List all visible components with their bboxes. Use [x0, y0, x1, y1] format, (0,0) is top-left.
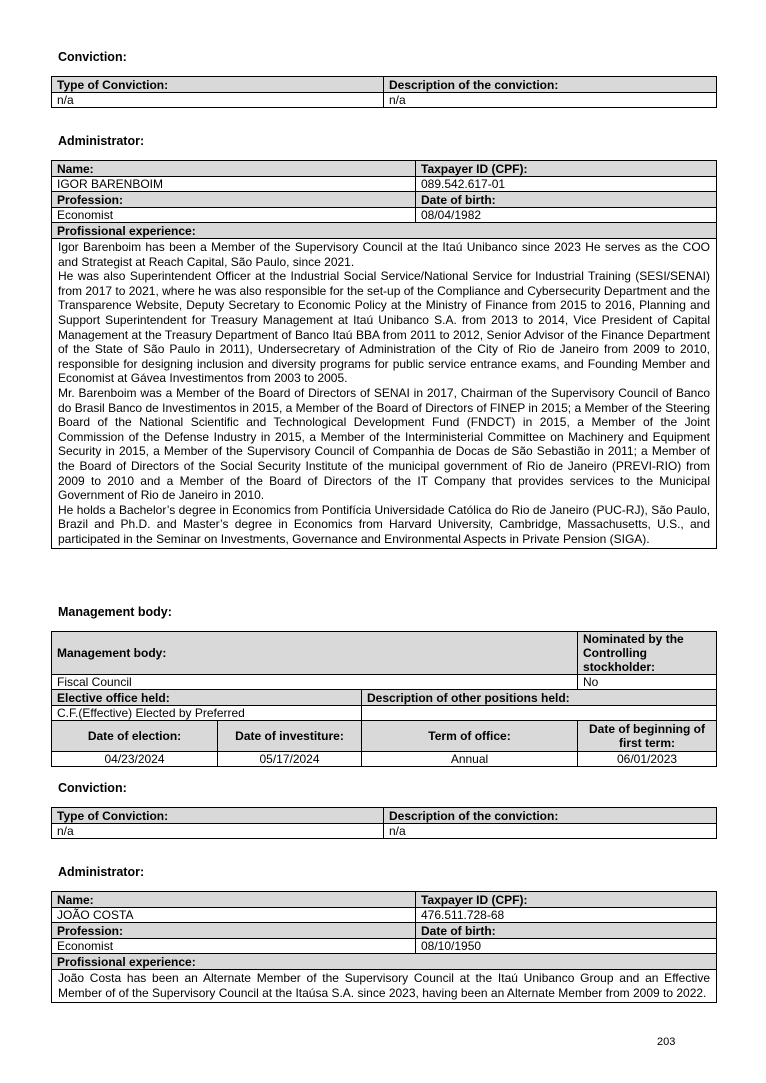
management-body-label: Management body: [52, 632, 578, 675]
date-of-birth-label: Date of birth: [416, 192, 717, 208]
management-body-value: Fiscal Council [52, 675, 578, 690]
name-label: Name: [52, 892, 416, 908]
type-of-conviction-header: Type of Conviction: [52, 808, 384, 824]
investiture-date-label: Date of investiture: [218, 721, 362, 752]
administrator-table [51, 160, 717, 549]
conviction-description-header: Description of the conviction: [384, 808, 717, 824]
elective-office-value: C.F.(Effective) Elected by Preferred [52, 706, 362, 721]
profession-label: Profession: [52, 923, 416, 939]
profession-label: Profession: [52, 192, 416, 208]
conviction-description-value: n/a [384, 824, 717, 839]
experience-label: Profissional experience: [52, 954, 717, 970]
cpf-label: Taxpayer ID (CPF): [416, 892, 717, 908]
conviction-table [51, 807, 717, 839]
election-date-label: Date of election: [52, 721, 218, 752]
date-of-birth-value: 08/10/1950 [416, 939, 717, 954]
name-value: IGOR BARENBOIM [52, 177, 416, 192]
date-of-birth-label: Date of birth: [416, 923, 717, 939]
profession-value: Economist [52, 208, 416, 223]
conviction-description-value: n/a [384, 93, 717, 108]
experience-paragraph: Mr. Barenboim was a Member of the Board of Directors of SENAI in 2017, Chairman of the Supervisory Council of Banco do Brasil Banco de Investimentos in 2015, a Member of the Board of Directors of FINEP in 2015; a Member of the Steering Board of the National Scientific and Technological Development Fund (FNDCT) in 2015, a Member of the Joint Commission of the Defense Industry in 2015, a Member of the Interministerial Committee on Machinery and Equipment Security in 2015, a Member of the Supervisory Council of Companhia de Docas de São Sebastião in 2011; a Member of the Board of Directors of the Social Security Institute of the municipal government of Rio de Janeiro (PREVI-RIO) from 2009 to 2010 and a Member of the Board of Directors of the IT Company that provides services to the Municipal Government of Rio de Janeiro in 2010. [58, 385, 710, 503]
name-label: Name: [52, 161, 416, 177]
conviction-section-title: Conviction: [58, 50, 127, 64]
name-value: JOÃO COSTA [52, 908, 416, 923]
other-positions-label: Description of other positions held: [362, 690, 717, 706]
page-number: 203 [657, 1036, 676, 1048]
type-of-conviction-header: Type of Conviction: [52, 77, 384, 93]
experience-text [52, 970, 717, 1003]
election-date-value: 04/23/2024 [52, 752, 218, 767]
type-of-conviction-value: n/a [52, 93, 384, 108]
first-term-date-value: 06/01/2023 [578, 752, 717, 767]
experience-paragraph: João Costa has been an Alternate Member of the Supervisory Council at the Itaú Unibanco Group and an Effective Member of of the Supervisory Council at the Itaúsa S.A. since 2023, having been an Alternate Member from 2009 to 2022. [58, 971, 710, 1000]
nominated-value: No [578, 675, 717, 690]
management-table [51, 631, 717, 767]
term-of-office-value: Annual [362, 752, 578, 767]
conviction-section-title: Conviction: [58, 781, 127, 795]
date-of-birth-value: 08/04/1982 [416, 208, 717, 223]
cpf-label: Taxpayer ID (CPF): [416, 161, 717, 177]
cpf-value: 476.511.728-68 [416, 908, 717, 923]
experience-label: Profissional experience: [52, 223, 717, 239]
experience-text [52, 239, 717, 549]
term-of-office-label: Term of office: [362, 721, 578, 752]
type-of-conviction-value: n/a [52, 824, 384, 839]
nominated-label: Nominated by the Controlling stockholder: [578, 632, 717, 675]
administrator-table [51, 891, 717, 1003]
management-section-title: Management body: [58, 605, 172, 619]
investiture-date-value: 05/17/2024 [218, 752, 362, 767]
experience-paragraph: He holds a Bachelor’s degree in Economics from Pontifícia Universidade Católica do Rio de Janeiro (PUC-RJ), São Paulo, Brazil and Ph.D. and Master’s degree in Economics from Harvard University, Cambridge, Massachusetts, U.S., and participated in the Seminar on Investments, Governance and Environmental Aspects in Private Pension (SIGA). [58, 502, 710, 546]
administrator-section-title: Administrator: [58, 134, 145, 148]
experience-paragraph: Igor Barenboim has been a Member of the Supervisory Council at the Itaú Unibanco since 2023 He serves as the COO and Strategist at Reach Capital, São Paulo, since 2021. [58, 240, 710, 269]
other-positions-value [362, 706, 717, 721]
conviction-description-header: Description of the conviction: [384, 77, 717, 93]
elective-office-label: Elective office held: [52, 690, 362, 706]
cpf-value: 089.542.617-01 [416, 177, 717, 192]
first-term-date-label: Date of beginning of first term: [578, 721, 717, 752]
conviction-table [51, 76, 717, 108]
profession-value: Economist [52, 939, 416, 954]
experience-paragraph: He was also Superintendent Officer at the Industrial Social Service/National Service for Industrial Training (SESI/SENAI) from 2017 to 2021, where he was also responsible for the set-up of the Compliance and Cybersecurity Department and the Transparence Website, Deputy Secretary to Economic Policy at the Ministry of Finance from 2015 to 2016, Planning and Support Superintendent for Treasury Management at Itaú Unibanco S.A. from 2013 to 2014, Vice President of Capital Management at the Treasury Department of Banco Itaú BBA from 2011 to 2012, Senior Advisor of the Finance Department of the State of São Paulo in 2011), Undersecretary of Administration of the City of Rio de Janeiro from 2009 to 2010, responsible for designing inclusion and diversity programs for public service entrance exams, and Founding Member and Economist at Gávea Investimentos from 2003 to 2005. [58, 269, 710, 386]
administrator-section-title: Administrator: [58, 865, 145, 879]
